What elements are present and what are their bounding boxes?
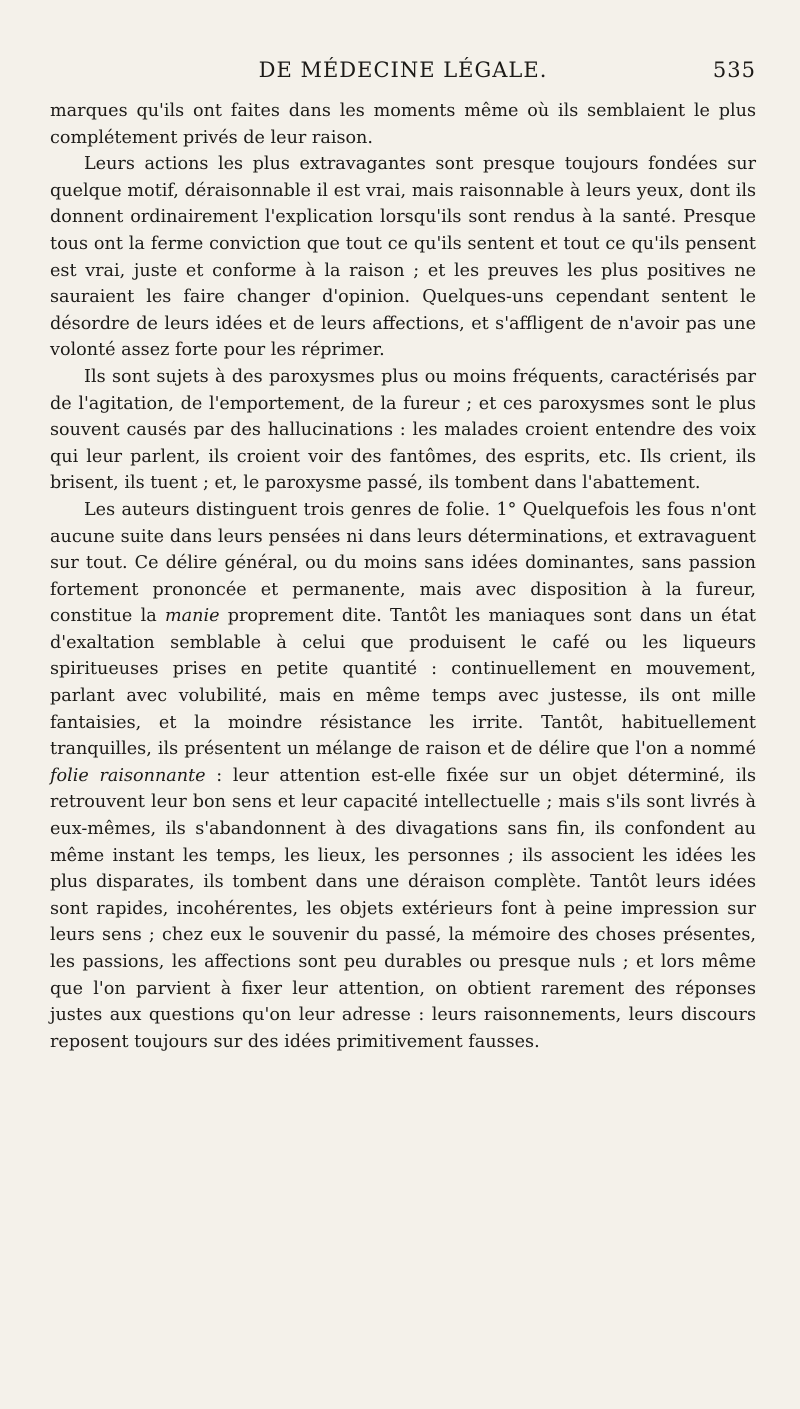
paragraph-text: proprement dite. Tantôt les maniaques sont dans un état d'exaltation semblable à celui que produisent le café ou les liqueurs spiritueuses prises en petite quantité : continuellement en mouvement, parlant avec volubilité, mais en même temps avec justesse, ils ont mille fantaisies, et la moindre résistance les irrite. Tantôt, habituellement tranquilles, ils présentent un mélange de raison et de délire que l'on a nommé <box>50 606 757 760</box>
paragraph-text: : leur attention est-elle fixée sur un objet déterminé, ils retrouvent leur bon sens et leur capacité intellectuelle ; mais s'ils sont livrés à eux-mêmes, ils s'abandonnent à des divagations sans fin, ils confondent au même instant les temps, les lieux, les personnes ; ils associent les idées les plus disparates, ils tombent dans une déraison complète. Tantôt leurs idées sont rapides, incohérentes, les objets extérieurs font à peine impression sur leurs sens ; chez eux le souvenir du passé, la mémoire des choses présentes, les passions, les affections sont peu durables ou presque nuls ; et lors même que l'on parvient à fixer leur attention, on obtient rarement des réponses justes aux questions qu'on leur adresse : leurs raisonnements, leurs discours reposent toujours sur des idées primitivement fausses. <box>50 765 756 1052</box>
running-title: DE MÉDECINE LÉGALE. <box>258 58 548 82</box>
paragraph-genres-de-folie <box>50 497 756 1055</box>
term-folie-raisonnante: folie raisonnante <box>50 765 206 786</box>
book-page <box>50 58 756 1055</box>
paragraph: Ils sont sujets à des paroxysmes plus ou moins fréquents, caractérisés par de l'agitation, de l'emportement, de la fureur ; et ces paroxysmes sont le plus souvent causés par des hallucinations : les malades croient entendre des voix qui leur parlent, ils croient voir des fantômes, des esprits, etc. Ils crient, ils brisent, ils tuent ; et, le paroxysme passé, ils tombent dans l'abattement. <box>50 366 756 494</box>
running-head <box>50 58 756 92</box>
body-text <box>50 98 756 1055</box>
paragraph-text: Les auteurs distinguent trois genres de folie. 1° Quelquefois les fous n'ont aucune suite dans leurs pensées ni dans leurs déterminations, et extravaguent sur tout. Ce délire général, ou du moins sans idées dominantes, sans passion fortement prononcée et permanente, mais avec disposition à la fureur, constitue la <box>50 499 756 627</box>
paragraph: Leurs actions les plus extravagantes sont presque toujours fondées sur quelque motif, déraisonnable il est vrai, mais raisonnable à leurs yeux, dont ils donnent ordinairement l'explication lorsqu'ils sont rendus à la santé. Presque tous ont la ferme conviction que tout ce qu'ils sentent et tout ce qu'ils pensent est vrai, juste et conforme à la raison ; et les preuves les plus positives ne sauraient les faire changer d'opinion. Quelques-uns cependant sentent le désordre de leurs idées et de leurs affections, et s'affligent de n'avoir pas une volonté assez forte pour les réprimer. <box>50 154 756 361</box>
term-manie: manie <box>164 606 220 627</box>
page-number: 535 <box>712 58 756 82</box>
paragraph-continued: marques qu'ils ont faites dans les moments même où ils semblaient le plus complétement privés de leur raison. <box>50 101 756 148</box>
